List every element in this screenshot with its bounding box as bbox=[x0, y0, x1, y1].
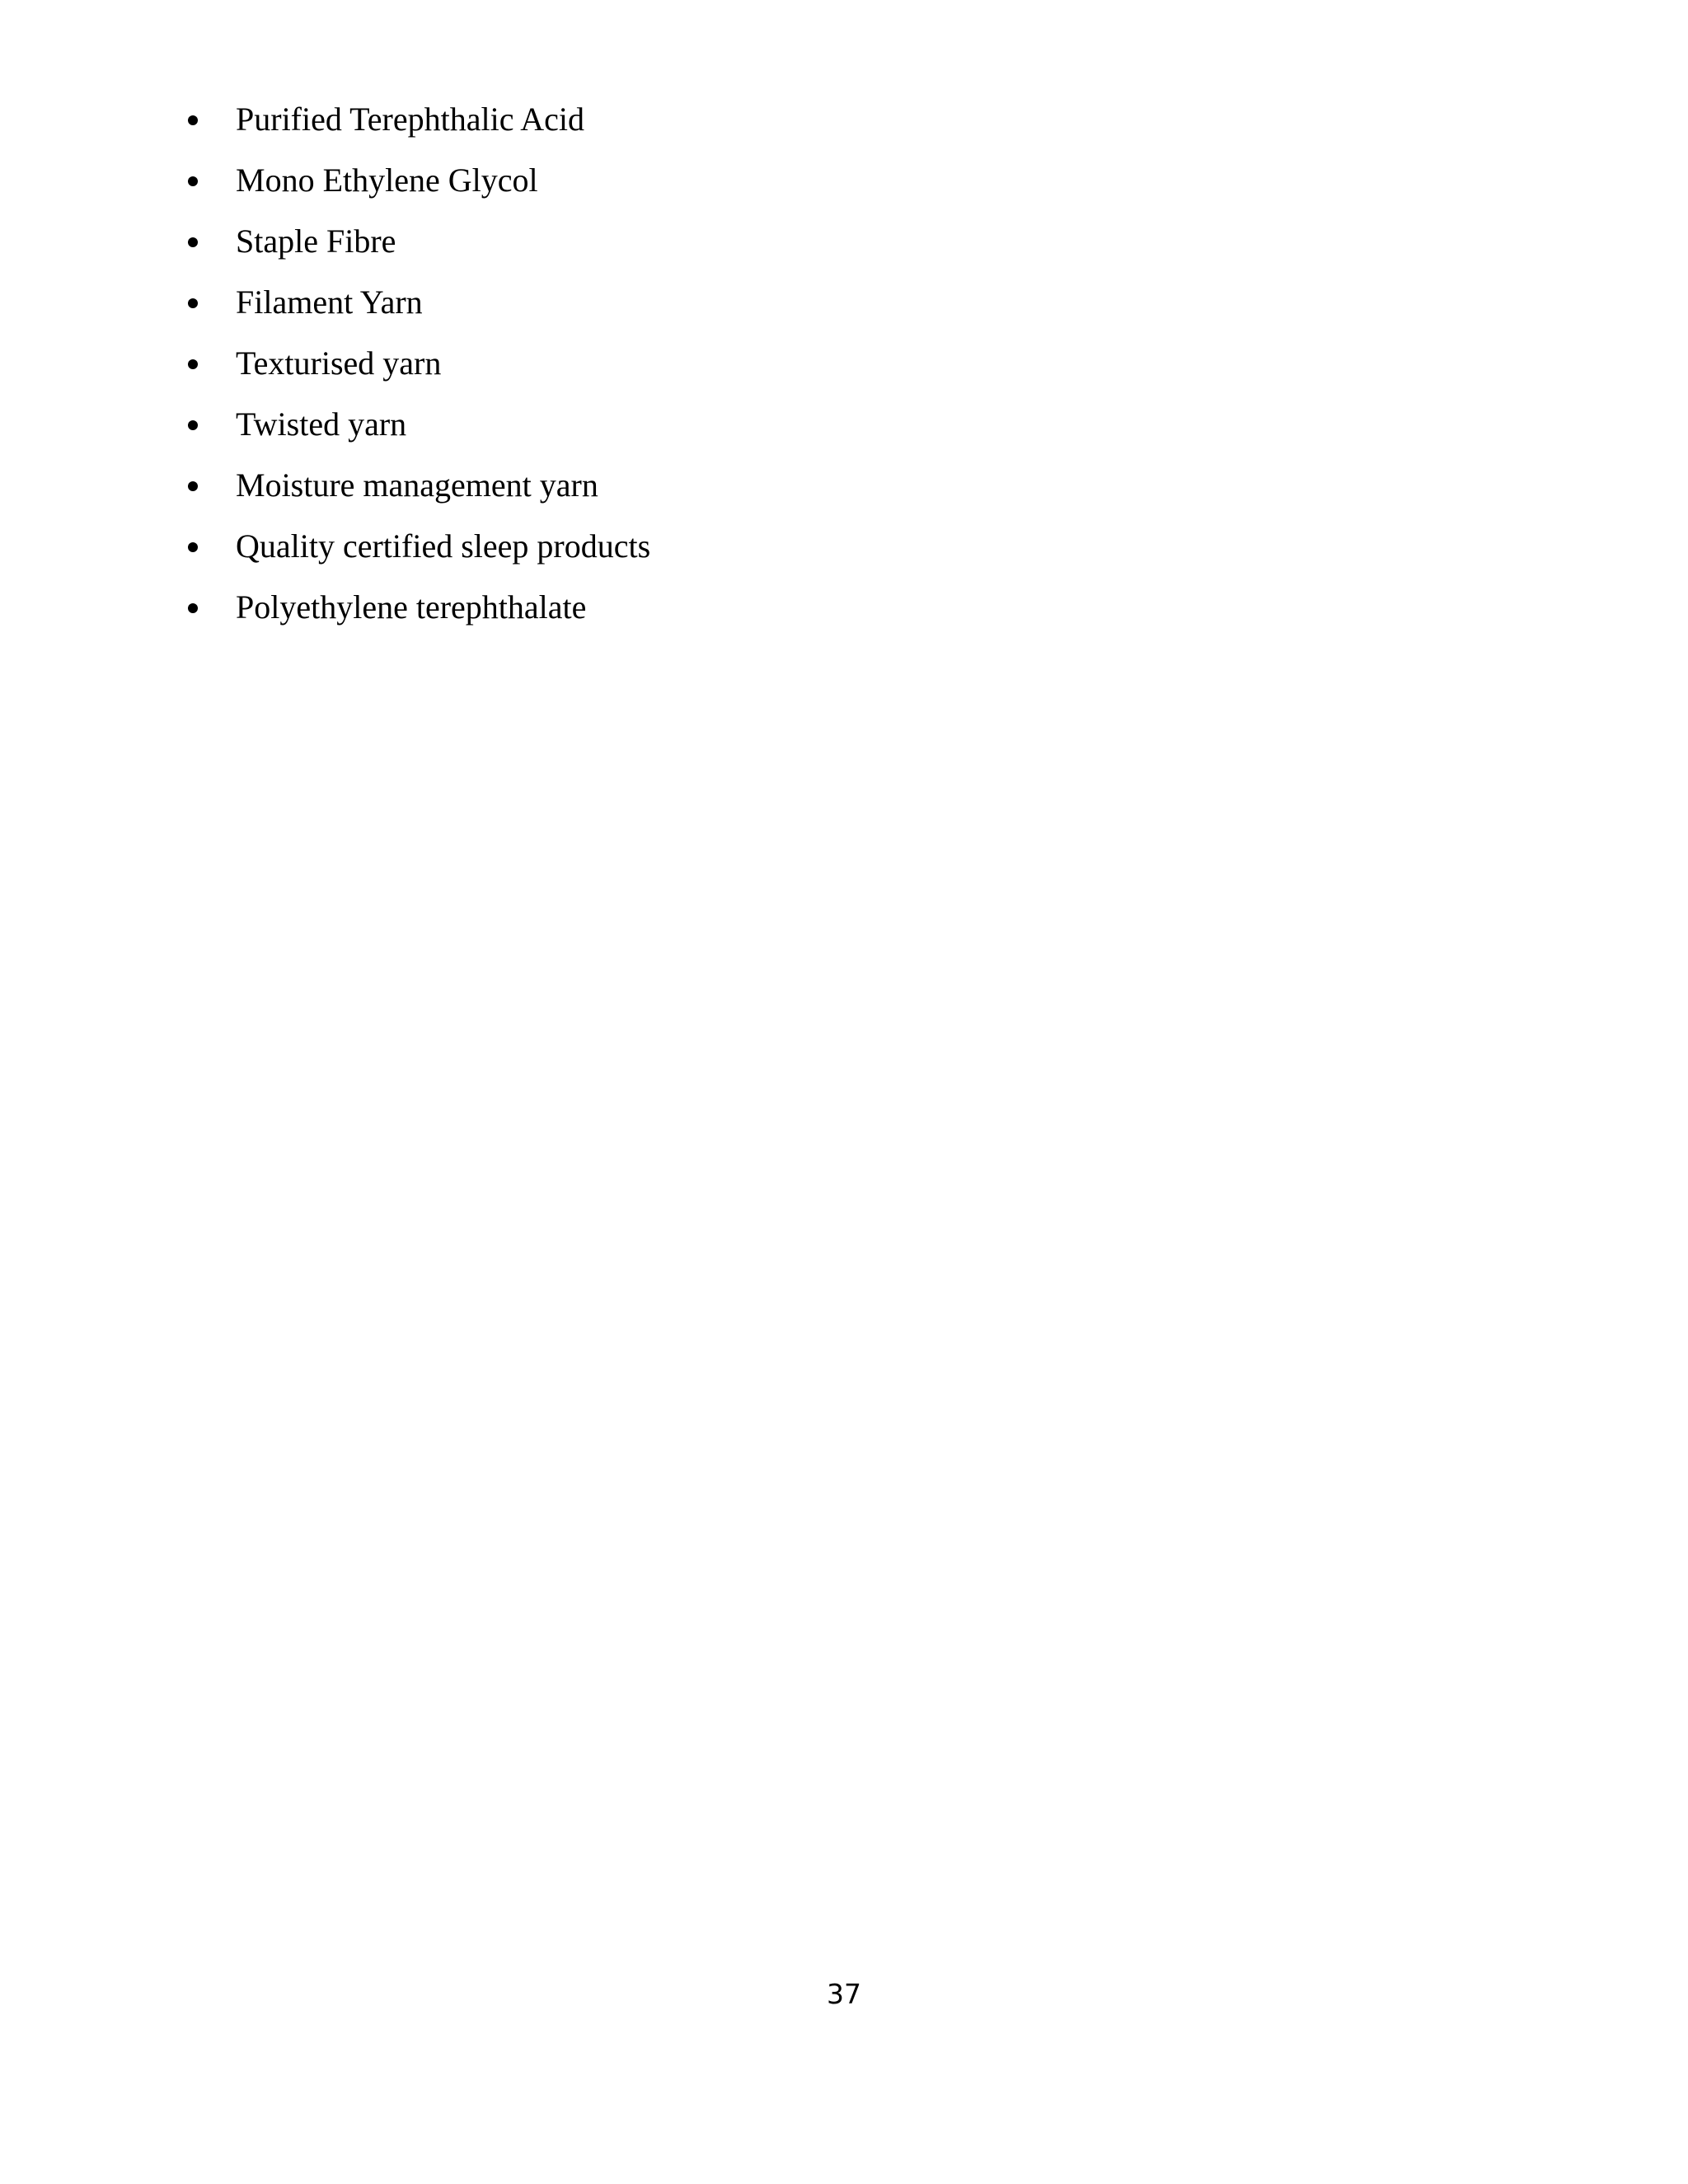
list-item-text: Twisted yarn bbox=[236, 405, 407, 443]
bullet-icon bbox=[188, 481, 198, 491]
list-item-text: Polyethylene terephthalate bbox=[236, 588, 587, 626]
list-item-text: Purified Terephthalic Acid bbox=[236, 101, 585, 138]
bullet-icon bbox=[188, 115, 198, 125]
list-item-text: Staple Fibre bbox=[236, 223, 396, 260]
page-number: 37 bbox=[827, 1978, 861, 2010]
bullet-icon bbox=[188, 359, 198, 369]
list-item-text: Texturised yarn bbox=[236, 344, 442, 382]
list-item-text: Mono Ethylene Glycol bbox=[236, 162, 538, 199]
bullet-icon bbox=[188, 176, 198, 186]
bullet-icon bbox=[188, 420, 198, 430]
list-item-text: Moisture management yarn bbox=[236, 466, 598, 504]
list-item-text: Quality certified sleep products bbox=[236, 527, 651, 565]
bullet-icon bbox=[188, 603, 198, 613]
bullet-icon bbox=[188, 237, 198, 247]
bullet-icon bbox=[188, 542, 198, 552]
bullet-icon bbox=[188, 298, 198, 308]
list-item-text: Filament Yarn bbox=[236, 284, 423, 321]
